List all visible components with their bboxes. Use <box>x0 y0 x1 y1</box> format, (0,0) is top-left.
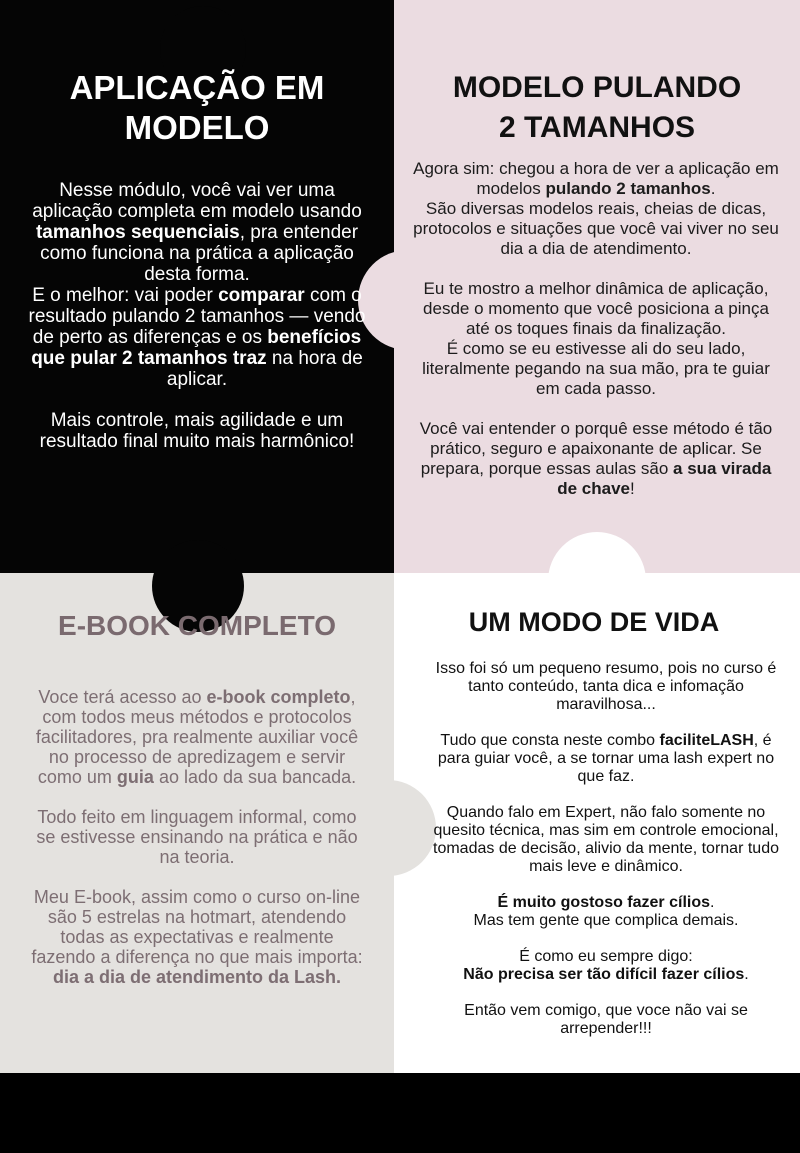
modelo-paragraph: São diversas modelos reais, cheias de dicas, protocolos e situações que você vai viver no seu dia a dia de atendimento. <box>413 199 779 258</box>
text: Meu E-book, assim como o curso on-line são 5 estrelas na hotmart, atendendo todas as expectativas e realmente fazendo a diferença no que mais importa: <box>31 887 363 967</box>
modelo-title-line1: MODELO PULANDO <box>452 71 742 104</box>
modo-paragraph <box>424 732 788 786</box>
highlight: a sua virada de chave <box>557 459 772 498</box>
bottom-band <box>0 1073 800 1153</box>
text: . <box>744 966 749 983</box>
text: E o melhor: vai poder <box>32 285 219 306</box>
text: na hora de aplicar. <box>166 348 363 390</box>
ebook-paragraph <box>26 687 368 787</box>
ebook-paragraph <box>26 887 368 987</box>
text: , pra entender como funciona na prática a aplicação desta forma. <box>40 222 359 285</box>
highlight: dia a dia de atendimento da Lash. <box>52 967 342 987</box>
text: . <box>710 179 716 198</box>
text: , com todos meus métodos e protocolos facilitadores, pra realmente auxiliar você no processo de apredizagem e servir como um <box>35 687 359 787</box>
highlight: benefícios que pular 2 tamanhos traz <box>31 327 362 369</box>
modo-paragraph: Então vem comigo, que voce não vai se arrepender!!! <box>464 1002 748 1037</box>
modo-paragraph <box>424 894 788 912</box>
modelo-title <box>394 68 800 148</box>
aplicacao-paragraph <box>24 180 370 285</box>
ebook-paragraph: Todo feito em linguagem informal, como se estivesse ensinando na prática e não na teoria. <box>36 807 358 867</box>
modo-title: UM MODO DE VIDA <box>468 607 720 637</box>
highlight: faciliteLASH <box>659 732 754 749</box>
text: . <box>710 894 715 911</box>
highlight: Não precisa ser tão difícil fazer cílios <box>463 966 745 983</box>
modo-body <box>424 660 788 1038</box>
aplicacao-title-line2: MODELO <box>124 109 270 146</box>
highlight: e-book completo <box>206 687 351 707</box>
modo-paragraph <box>424 966 788 984</box>
modelo-body <box>410 159 782 499</box>
aplicacao-paragraph <box>24 285 370 390</box>
modo-paragraph: Quando falo em Expert, não falo somente no quesito técnica, mas sim em controle emocional, tomadas de decisão, alivio da mente, tornar tudo mais leve e dinâmico. <box>433 804 779 875</box>
modelo-paragraph: É como se eu estivesse ali do seu lado, literalmente pegando na sua mão, pra te guiar em cada passo. <box>422 339 770 398</box>
modelo-title-line2: 2 TAMANHOS <box>498 111 696 144</box>
ebook-title: E-BOOK COMPLETO <box>58 610 336 641</box>
highlight: É muito gostoso fazer cílios <box>497 894 711 911</box>
modo-paragraph: Isso foi só um pequeno resumo, pois no curso é tanto conteúdo, tanta dica e infomação maravilhosa... <box>435 660 777 713</box>
text: ! <box>630 479 635 498</box>
highlight: guia <box>116 767 154 787</box>
modo-paragraph: Mas tem gente que complica demais. <box>473 912 739 929</box>
text: com o resultado pulando 2 tamanhos — vendo de perto as diferenças e os <box>28 285 366 348</box>
text: ao lado da sua bancada. <box>153 767 357 787</box>
modelo-paragraph: Eu te mostro a melhor dinâmica de aplicação, desde o momento que você posiciona a pinça até os toques finais da finalização. <box>423 279 769 338</box>
text: Tudo que consta neste combo <box>440 732 660 749</box>
modelo-paragraph <box>410 419 782 499</box>
modelo-paragraph <box>410 159 782 199</box>
aplicacao-title <box>20 68 374 148</box>
text: Nesse módulo, você vai ver uma aplicação completa em modelo usando <box>32 180 362 222</box>
aplicacao-paragraph: Mais controle, mais agilidade e um resultado final muito mais harmônico! <box>39 410 355 452</box>
highlight: pulando 2 tamanhos <box>545 179 711 198</box>
text: Você vai entender o porquê esse método é tão prático, seguro e apaixonante de aplicar. Se prepara, porque essas aulas são <box>419 419 773 478</box>
modo-paragraph: É como eu sempre digo: <box>519 948 693 965</box>
text: Agora sim: chegou a hora de ver a aplicação em modelos <box>413 159 779 198</box>
text: , é para guiar você, a se tornar uma lash expert no que faz. <box>437 732 775 785</box>
ebook-body <box>26 687 368 987</box>
aplicacao-body <box>24 180 370 452</box>
aplicacao-title-line1: APLICAÇÃO EM <box>69 69 325 106</box>
highlight: tamanhos sequenciais <box>35 222 240 243</box>
text: Voce terá acesso ao <box>38 687 207 707</box>
highlight: comparar <box>218 285 305 306</box>
